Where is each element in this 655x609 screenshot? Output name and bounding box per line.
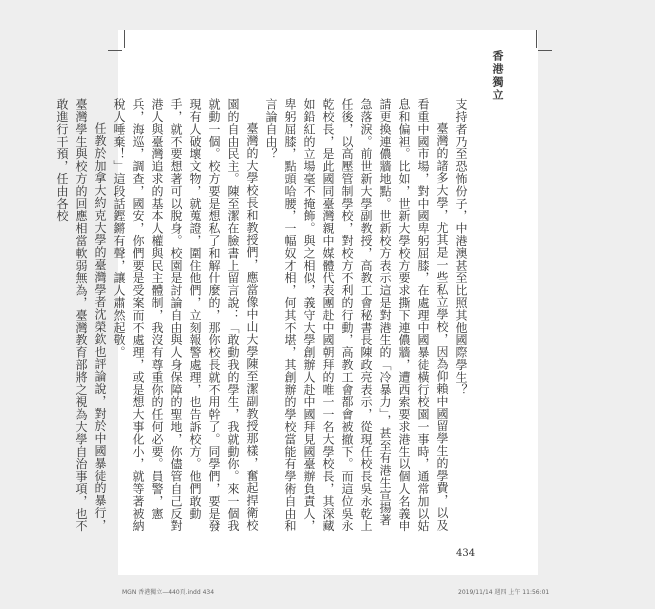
page-number: 434 bbox=[456, 548, 476, 559]
crop-mark bbox=[124, 30, 125, 48]
body-paragraph: 臺灣的諸多大學，尤其是一些私立學校，因為仰賴中國留學生的學費，以及看重中國市場，對中國卑躬屈膝，在處理中國暴徒橫行校園一事時，通常加以姑息和偏袒。比如，世新大學校方要求撕下連儂牆，遭西索要求港生以個人名義申請更換連儂牆地點。世新校方表示這是對港生的「冷暴力」，甚至有港生宣揚著急落淚。前世新大學副教授，高教工會秘書長陳政亮表示，從現任校長吳永乾上任後，以高壓管制學校，對校方不利的行動，高教工會都會被撤下。而這位吳永乾校長，是此國同臺灣親中媒體代表團赴中國朝拜的唯一一名大學校長，其深藏如鉛紅的立場毫不掩飾。與之相似，義守大學創辦人赴中國拜見國臺辦負責人，卑躬屈膝，點頭哈腰，一幅奴才相，何其不堪，其創辦的學校當能有學術自由和言論自由？ bbox=[264, 98, 449, 532]
body-paragraph: 支持者乃至恐怖份子，中港澳甚至比照其他國際學生？ bbox=[454, 98, 468, 396]
crop-mark bbox=[108, 50, 122, 51]
body-text bbox=[55, 98, 470, 538]
crop-mark bbox=[536, 30, 537, 48]
body-paragraph: 臺灣的大學校長和教授們，應當像中山大學陳至潔副教授那樣，奮起捍衛校園的自由民主。陳至潔在臉書上留言說：「敢動我的學生，我就動你。來一個我就動一個。校方要是想私了和解什麼的，那你校長就不用幹了。同學們，要是發現有人破壞文物，就蒐證，圍住他們，立刻報警處理，也告訴校方。他們敢動手，就不要想著可以脫身。校園是討論自由與人身保障的聖地，你儘管自己反對港人與臺灣追求的基本人權與民主體制，我沒有尊重你的任何必要。員警，憲兵，海巡，調查，國安，你們要是受案而不處理，或是想大事化小，就等著被納稅人唾棄！」這段話鏗鏘有聲，讓人肅然起敬。 bbox=[112, 98, 259, 532]
running-head: 香港獨立 bbox=[491, 50, 504, 102]
print-slug-timestamp: 2019/11/14 週四 上午 11:56:01 bbox=[458, 589, 550, 596]
body-paragraph: 任教於加拿大約克大學的臺灣學者沈榮欽也評論說，對於中國暴徒的暴行，臺灣學生與校方的回應相當軟弱無為，臺灣教育部將之視為大學自治事項，也不敢進行干預，任由各校 bbox=[55, 98, 107, 532]
print-slug-file: MGN 香港獨立—440頁.indd 434 bbox=[122, 589, 215, 596]
crop-mark bbox=[538, 50, 552, 51]
